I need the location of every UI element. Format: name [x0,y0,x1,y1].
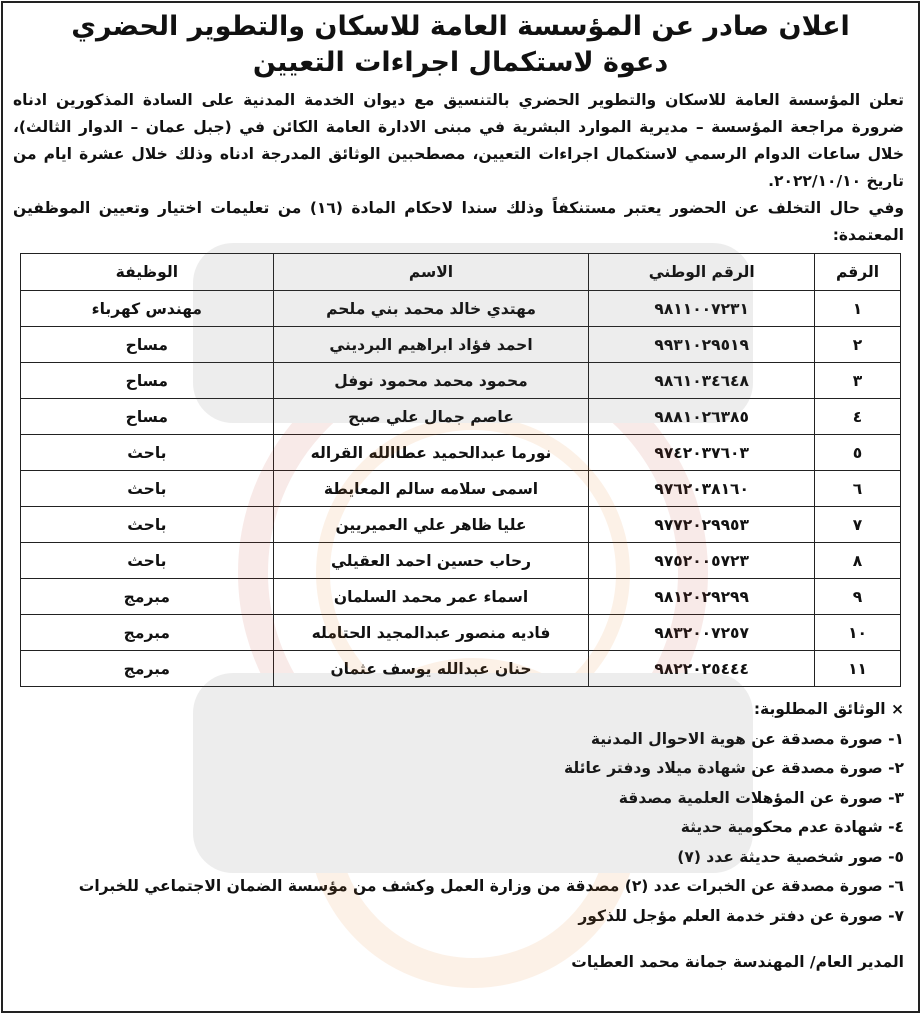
row-number: ١٠ [815,615,901,651]
row-number: ٦ [815,471,901,507]
documents-list [13,725,904,932]
table-row [21,399,901,435]
list-item: ٧- صورة عن دفتر خدمة العلم مؤجل للذكور [578,906,904,925]
row-number: ٨ [815,543,901,579]
table-row [21,435,901,471]
row-name: مهتدي خالد محمد بني ملحم [273,291,589,327]
row-national-id: ٩٨٨١٠٢٦٣٨٥ [589,399,815,435]
row-national-id: ٩٨١١٠٠٧٢٣١ [589,291,815,327]
list-item: ١- صورة مصدقة عن هوية الاحوال المدنية [590,729,904,748]
header-number: الرقم [815,254,901,291]
row-job: مبرمج [21,579,274,615]
row-name: محمود محمد محمود نوفل [273,363,589,399]
row-job: مساح [21,363,274,399]
table-row [21,615,901,651]
table-row [21,579,901,615]
list-item: ٥- صور شخصية حديثة عدد (٧) [677,847,904,866]
announcement-document [1,1,920,1013]
row-national-id: ٩٩٣١٠٢٩٥١٩ [589,327,815,363]
row-name: اسمى سلامه سالم المعايطة [273,471,589,507]
row-job: باحث [21,507,274,543]
row-national-id: ٩٧٦٢٠٣٨١٦٠ [589,471,815,507]
list-item: ٢- صورة مصدقة عن شهادة ميلاد ودفتر عائلة [563,759,904,777]
row-national-id: ٩٨٣٢٠٠٧٢٥٧ [589,615,815,651]
table-row [21,363,901,399]
intro-text [3,81,918,249]
row-name: نورما عبدالحميد عطاالله القراله [273,435,589,471]
header-national-id: الرقم الوطني [589,254,815,291]
row-name: حنان عبدالله يوسف عثمان [273,651,589,687]
table-row [21,327,901,363]
table-header-row [21,254,901,291]
table-row [21,651,901,687]
table-row [21,507,901,543]
row-number: ١١ [815,651,901,687]
row-number: ٧ [815,507,901,543]
required-documents [3,687,918,931]
row-name: عليا ظاهر علي العميريين [273,507,589,543]
row-number: ٤ [815,399,901,435]
table-row [21,471,901,507]
table-row [21,543,901,579]
row-name: رحاب حسين احمد العقيلي [273,543,589,579]
title-line-2: دعوة لاستكمال اجراءات التعيين [252,47,669,78]
list-item: ٣- صورة عن المؤهلات العلمية مصدقة [618,788,904,807]
row-job: مبرمج [21,651,274,687]
row-number: ٢ [815,327,901,363]
header-job: الوظيفة [21,254,274,291]
row-job: باحث [21,543,274,579]
row-job: مساح [21,327,274,363]
announcement-title [3,9,918,81]
row-national-id: ٩٨٦١٠٣٤٦٤٨ [589,363,815,399]
intro-paragraph-2: وفي حال التخلف عن الحضور يعتبر مستنكفاً وذلك سندا لاحكام المادة (١٦) من تعليمات اختيار وتعيين الموظفين المعتمدة: [13,199,904,244]
list-item: ٦- صورة مصدقة عن الخبرات عدد (٢) مصدقة من وزارة العمل وكشف من مؤسسة الضمان الاجتماعي للخبرات [78,877,904,895]
list-item: ٤- شهادة عدم محكومية حديثة [680,818,904,836]
row-name: عاصم جمال علي صبح [273,399,589,435]
row-job: باحث [21,435,274,471]
row-job: مساح [21,399,274,435]
signature: المدير العام/ المهندسة جمانة محمد العطيات [571,953,904,971]
row-name: فاديه منصور عبدالمجيد الحتامله [273,615,589,651]
row-job: باحث [21,471,274,507]
documents-heading: × الوثائق المطلوبة: [753,700,904,718]
intro-paragraph-1: تعلن المؤسسة العامة للاسكان والتطوير الحضري بالتنسيق مع ديوان الخدمة المدنية على السادة المذكورين ادناه ضرورة مراجعة المؤسسة – مديرية الموارد البشرية في مبنى الادارة العامة الكائن في (جبل عمان – الدوار الثالث)، خلال ساعات الدوام الرسمي لاستكمال اجراءات التعيين، مصطحبين الوثائق المدرجة ادناه وذلك خلال عشرة ايام من تاريخ ٢٠٢٢/١٠/١٠. [13,91,904,190]
row-name: اسماء عمر محمد السلمان [273,579,589,615]
row-number: ٣ [815,363,901,399]
row-national-id: ٩٨٢٢٠٢٥٤٤٤ [589,651,815,687]
row-national-id: ٩٧٤٢٠٣٧٦٠٣ [589,435,815,471]
row-name: احمد فؤاد ابراهيم البرديني [273,327,589,363]
row-national-id: ٩٧٧٢٠٢٩٩٥٣ [589,507,815,543]
row-job: مهندس كهرباء [21,291,274,327]
row-number: ٥ [815,435,901,471]
table-row [21,291,901,327]
header-name: الاسم [273,254,589,291]
row-number: ٩ [815,579,901,615]
row-national-id: ٩٨١٢٠٢٩٢٩٩ [589,579,815,615]
row-national-id: ٩٧٥٢٠٠٥٧٢٣ [589,543,815,579]
title-line-1: اعلان صادر عن المؤسسة العامة للاسكان والتطوير الحضري [71,11,850,42]
row-job: مبرمج [21,615,274,651]
appointees-table [20,253,901,687]
row-number: ١ [815,291,901,327]
